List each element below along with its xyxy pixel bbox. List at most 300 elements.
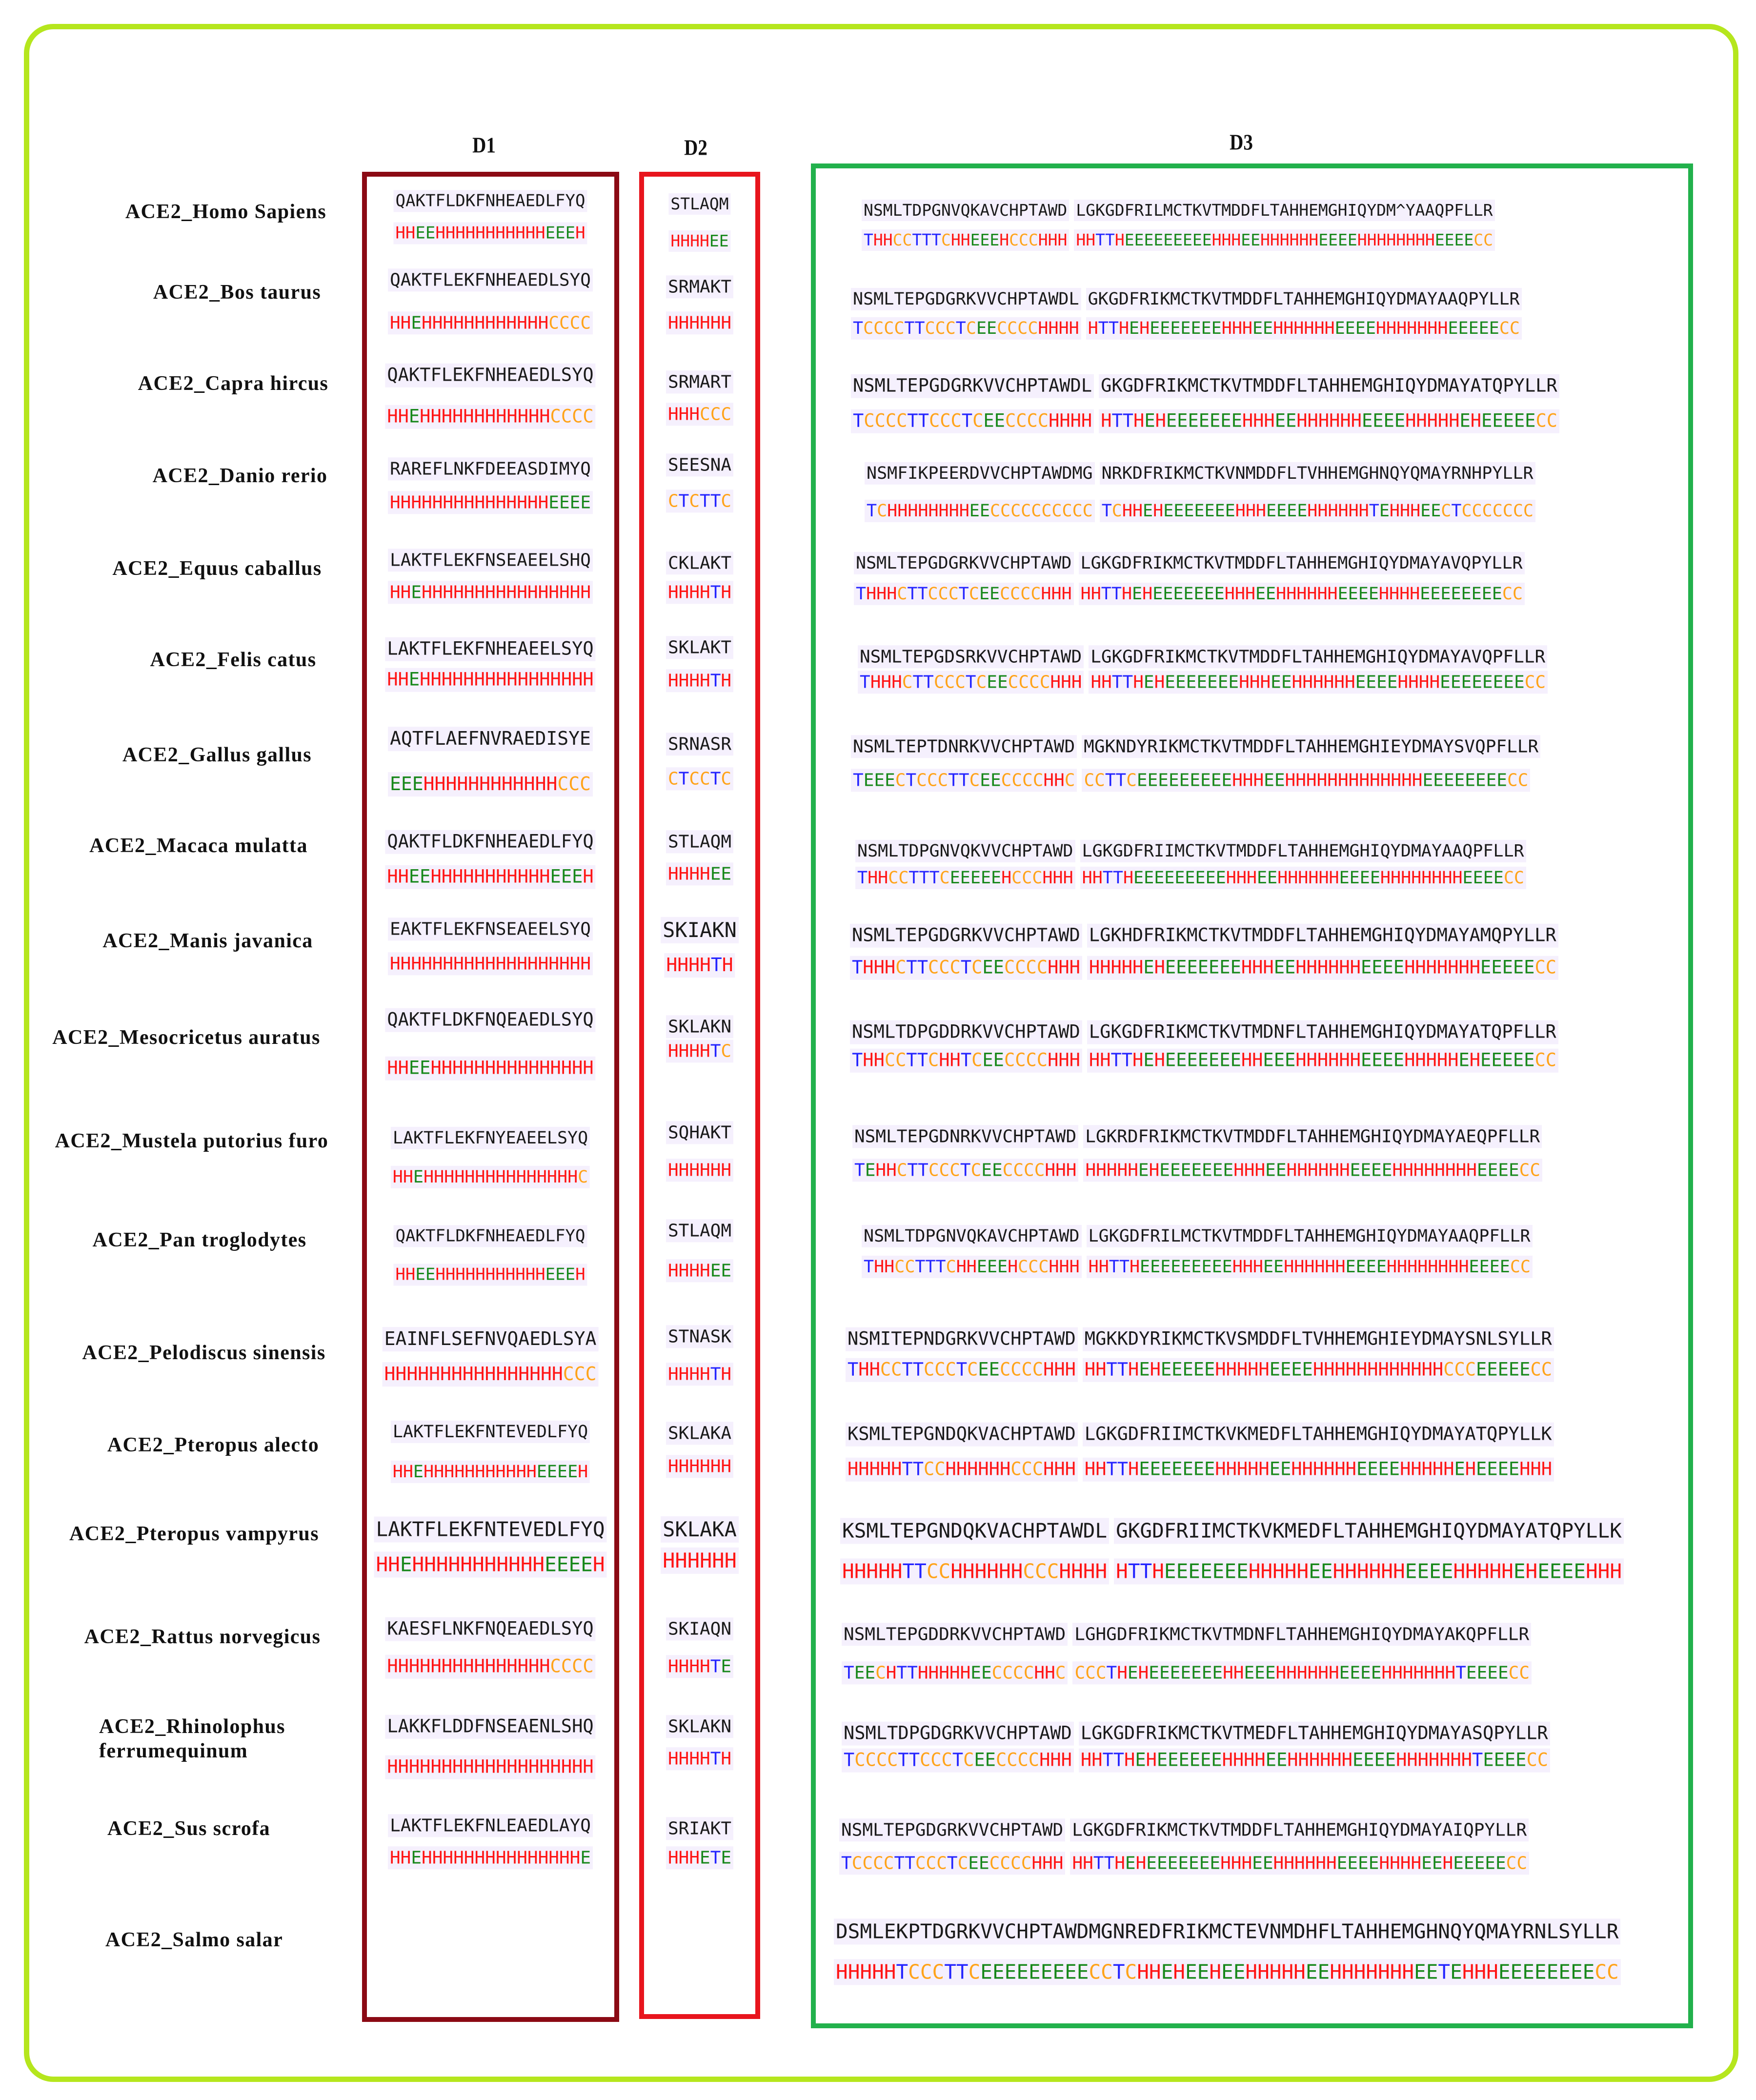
ss-residue: E [1336, 1853, 1348, 1874]
ss-residue: H [1312, 1458, 1324, 1480]
d3-sequence-part: DSMLEKPTDGRKVVCHPTAWDMGNREDFRIKMCTEVNMDHFLTAHHEMGHNQYQMAYRNLSYLLR [834, 1918, 1620, 1944]
ss-residue: H [495, 582, 506, 603]
d1-secondary-structure [388, 311, 593, 334]
ss-residue: H [474, 866, 485, 887]
ss-residue: E [415, 1264, 425, 1284]
ss-residue: H [1307, 1160, 1318, 1181]
ss-residue: H [1462, 1960, 1474, 1984]
ss-residue: C [1514, 868, 1524, 888]
d1-sequence: RAREFLNKFDEEASDIMYQ [388, 457, 593, 480]
ss-residue: H [999, 1458, 1011, 1480]
ss-residue: H [1443, 1458, 1454, 1480]
ss-residue: C [875, 1663, 886, 1683]
ss-residue: H [1059, 410, 1070, 431]
ss-residue: E [1372, 1049, 1383, 1071]
ss-residue: H [1525, 1559, 1538, 1583]
ss-residue: E [1360, 957, 1372, 978]
ss-residue: H [517, 866, 528, 887]
ss-residue: H [1393, 1559, 1405, 1583]
d3-ss-part [1072, 1661, 1532, 1684]
ss-residue: E [1508, 1160, 1519, 1181]
ss-residue: E [1349, 868, 1360, 888]
ss-residue: H [1396, 318, 1407, 338]
d3-ss-part [1082, 769, 1530, 792]
ss-residue: C [865, 1749, 876, 1771]
ss-residue: E [1193, 1359, 1204, 1380]
ss-residue: E [1134, 230, 1144, 250]
ss-residue: C [933, 672, 945, 693]
ss-residue: H [1248, 1359, 1259, 1380]
ss-residue: E [1225, 501, 1235, 521]
d2-secondary-structure [666, 669, 733, 692]
species-label: ACE2_Danio rerio [152, 465, 328, 487]
ss-residue: E [1483, 1749, 1494, 1771]
ss-residue: E [1448, 318, 1458, 338]
ss-residue: C [928, 584, 938, 604]
ss-residue: H [1356, 1359, 1368, 1380]
ss-residue: H [1071, 672, 1082, 693]
ss-residue: E [1200, 1559, 1212, 1583]
ss-residue: H [1448, 957, 1459, 978]
ss-residue: C [1036, 957, 1048, 978]
ss-residue: H [400, 492, 411, 513]
ss-residue: E [1255, 584, 1266, 604]
ss-residue: E [550, 866, 561, 887]
ss-residue: H [667, 1749, 679, 1769]
ss-residue: C [1126, 770, 1137, 791]
ss-residue: H [1258, 1458, 1270, 1480]
ss-residue: E [1373, 410, 1384, 431]
ss-residue: H [485, 1462, 496, 1482]
ss-residue: E [1193, 584, 1204, 604]
ss-residue: E [1360, 1160, 1371, 1181]
ss-residue: E [1513, 957, 1524, 978]
ss-residue: E [1180, 318, 1191, 338]
ss-residue: C [1032, 1458, 1044, 1480]
ss-residue: H [978, 1458, 989, 1480]
ss-residue: C [1520, 1257, 1531, 1277]
ss-residue: H [1305, 1853, 1316, 1874]
ss-residue: H [506, 1756, 518, 1777]
ss-residue: H [874, 1257, 885, 1277]
ss-residue: H [667, 1656, 679, 1677]
ss-residue: E [709, 231, 719, 251]
ss-residue: H [1096, 1160, 1107, 1181]
ss-residue: H [474, 492, 485, 513]
ss-residue: C [969, 770, 980, 791]
d1-sequence: KAESFLNKFNQEAEDLSYQ [385, 1617, 595, 1641]
ss-residue: C [1084, 770, 1095, 791]
ss-residue: H [538, 954, 549, 974]
ss-residue: C [1509, 318, 1520, 338]
ss-residue: C [568, 773, 580, 795]
ss-residue: E [1144, 230, 1154, 250]
d2-sequence: SKLAKA [661, 1516, 739, 1543]
ss-residue: E [1510, 1960, 1523, 1984]
ss-residue: E [389, 773, 401, 795]
ss-residue: H [592, 1552, 605, 1576]
ss-residue: E [1420, 584, 1431, 604]
d3-sequence-part: NRKDFRIKMCTKVNMDDFLTVHHEMGHNQYQMAYRNHPYLLR [1100, 462, 1535, 485]
ss-residue: T [1140, 1559, 1152, 1583]
ss-residue: H [475, 1264, 485, 1284]
ss-residue: C [902, 230, 912, 250]
ss-residue: E [1458, 1049, 1470, 1071]
ss-residue: H [495, 1462, 506, 1482]
ss-residue: E [1368, 1853, 1379, 1874]
ss-residue: H [1299, 230, 1309, 250]
d3-sequence-part: NSMLTEPGDGRKVVCHPTAWDL [851, 374, 1094, 398]
ss-residue: E [1489, 318, 1499, 338]
ss-residue: E [1525, 410, 1536, 431]
ss-residue: E [555, 1264, 565, 1284]
ss-residue: H [452, 866, 464, 887]
ss-residue: H [1489, 1559, 1502, 1583]
ss-residue: H [422, 582, 432, 603]
ss-residue: H [1128, 1458, 1139, 1480]
ss-residue: H [384, 1363, 396, 1385]
ss-residue: E [1179, 770, 1190, 791]
ss-residue: H [1437, 410, 1449, 431]
ss-residue: T [947, 1853, 958, 1874]
ss-residue: E [992, 1960, 1005, 1984]
ss-residue: E [1274, 770, 1285, 791]
ss-residue: H [1211, 230, 1222, 250]
ss-residue: C [1502, 584, 1513, 604]
ss-residue: H [966, 1257, 977, 1277]
ss-residue: H [395, 1264, 405, 1284]
ss-residue: H [1348, 501, 1359, 521]
ss-residue: C [884, 1049, 896, 1071]
d2-secondary-structure [666, 862, 733, 885]
d3-ss-part [1083, 1358, 1554, 1382]
ss-residue: H [1253, 410, 1264, 431]
ss-residue: H [485, 1264, 496, 1284]
ss-residue: E [1168, 1749, 1179, 1771]
ss-residue: C [1021, 1853, 1032, 1874]
ss-residue: E [1382, 1049, 1393, 1071]
ss-residue: H [1233, 1663, 1244, 1683]
ss-residue: H [1318, 1160, 1329, 1181]
ss-residue: H [535, 1264, 545, 1284]
ss-residue: H [1344, 672, 1355, 693]
ss-residue: H [485, 223, 496, 243]
ss-residue: H [559, 954, 570, 974]
ss-residue: E [1211, 318, 1222, 338]
ss-residue: E [1426, 1960, 1438, 1984]
ss-residue: H [1289, 230, 1299, 250]
ss-residue: H [423, 773, 435, 795]
ss-residue: C [1026, 1049, 1037, 1071]
ss-residue: E [1421, 1853, 1432, 1874]
ss-residue: H [1340, 410, 1351, 431]
ss-residue: H [434, 773, 446, 795]
ss-residue: H [432, 582, 443, 603]
ss-residue: E [1209, 957, 1220, 978]
ss-residue: E [1266, 501, 1277, 521]
ss-residue: H [1369, 1559, 1381, 1583]
ss-residue: T [841, 1853, 852, 1874]
ss-residue: T [710, 1041, 721, 1061]
d3-secondary-structure [852, 1159, 1547, 1182]
ss-residue: H [434, 1167, 444, 1187]
d2-secondary-structure [661, 1548, 739, 1574]
ss-residue: H [1295, 1049, 1307, 1071]
ss-residue: T [1093, 1853, 1104, 1874]
ss-residue: H [517, 1756, 528, 1777]
d2-sequence: SRMART [666, 370, 733, 393]
ss-residue: E [1197, 1049, 1209, 1071]
ss-residue: E [982, 1049, 993, 1071]
ss-residue: H [464, 1462, 475, 1482]
ss-residue: H [1235, 501, 1246, 521]
ss-residue: H [858, 1458, 869, 1480]
d3-sequence [851, 288, 1527, 310]
ss-residue: C [1007, 318, 1018, 338]
ss-residue: H [517, 1655, 528, 1677]
ss-residue: H [1486, 1960, 1498, 1984]
ss-residue: E [1372, 957, 1383, 978]
ss-residue: H [883, 230, 893, 250]
d1-secondary-structure [393, 1264, 587, 1285]
ss-residue: C [1007, 1749, 1018, 1771]
ss-residue: T [1112, 1960, 1125, 1984]
ss-residue: H [689, 1656, 700, 1677]
ss-residue: E [719, 231, 729, 251]
ss-residue: H [663, 1548, 675, 1572]
ss-residue: H [463, 669, 474, 690]
ss-residue: H [1345, 1458, 1356, 1480]
ss-residue: C [1465, 1359, 1476, 1380]
ss-residue: C [563, 1363, 574, 1385]
ss-residue: H [689, 671, 700, 691]
ss-residue: H [444, 1167, 455, 1187]
ss-residue: C [1001, 770, 1012, 791]
ss-residue: H [1086, 230, 1096, 250]
ss-residue: H [550, 669, 561, 690]
ss-residue: H [506, 1057, 518, 1079]
ss-residue: T [1438, 1960, 1451, 1984]
ss-residue: T [1117, 1458, 1129, 1480]
d3-sequence-part: LGKHDFRIKMCTKVTMDDFLTAHHEMGHIQYDMAYAMQPYLLR [1087, 924, 1558, 948]
ss-residue: C [883, 1853, 894, 1874]
ss-residue: E [1165, 1049, 1176, 1071]
ss-residue: H [432, 1848, 443, 1868]
ss-residue: E [1481, 584, 1492, 604]
ss-residue: H [667, 313, 679, 333]
ss-residue: H [387, 669, 398, 690]
d3-sequence [862, 1225, 1537, 1247]
ss-residue: H [398, 1655, 409, 1677]
ss-residue: H [583, 1057, 594, 1079]
ss-residue: H [1048, 1049, 1059, 1071]
ss-residue: C [972, 410, 984, 431]
ss-residue: E [413, 1167, 424, 1187]
ss-residue: H [501, 773, 513, 795]
ss-residue: H [484, 1756, 496, 1777]
ss-residue: H [1345, 1559, 1357, 1583]
ss-residue: H [572, 1756, 583, 1777]
d3-ss-part [1074, 229, 1495, 251]
ss-residue: C [999, 1359, 1011, 1380]
ss-residue: C [877, 501, 888, 521]
d3-ss-part [1099, 409, 1559, 433]
ss-residue: E [1195, 868, 1206, 888]
ss-residue: E [1291, 1359, 1302, 1380]
ss-residue: H [1334, 672, 1345, 693]
ss-residue: T [1106, 1359, 1117, 1380]
ss-residue: H [1416, 410, 1427, 431]
ss-residue: H [1220, 1853, 1231, 1874]
d3-ss-part [862, 1256, 1082, 1278]
ss-residue: T [955, 318, 966, 338]
ss-residue: H [887, 584, 897, 604]
ss-residue: H [451, 1363, 463, 1385]
ss-residue: E [1265, 1749, 1276, 1771]
ss-residue: C [572, 1655, 583, 1677]
ss-residue: H [1379, 1853, 1390, 1874]
ss-residue: T [1113, 1749, 1125, 1771]
d1-sequence: LAKTFLEKFNTEVEDLFYQ [374, 1516, 607, 1542]
ss-residue: T [915, 1257, 926, 1277]
ss-residue: C [1022, 868, 1032, 888]
ss-residue: T [1111, 410, 1123, 431]
ss-residue: E [1302, 1359, 1313, 1380]
ss-residue: C [1000, 584, 1010, 604]
ss-residue: H [1306, 1049, 1317, 1071]
ss-residue: H [870, 672, 881, 693]
ss-residue: H [463, 1655, 474, 1677]
ss-residue: E [569, 492, 581, 513]
ss-residue: H [928, 501, 939, 521]
ss-residue: E [1347, 1853, 1358, 1874]
d3-sequence-part: NSMLTEPGDGRKVVCHPTAWD [850, 924, 1082, 948]
ss-residue: T [854, 1160, 865, 1181]
ss-residue: H [700, 1041, 710, 1061]
d3-ss-part [862, 229, 1069, 251]
ss-residue: E [1188, 410, 1199, 431]
ss-residue: H [517, 954, 527, 974]
ss-residue: H [1412, 770, 1423, 791]
species-label: ACE2_Manis javanica [102, 930, 313, 952]
ss-residue: E [991, 868, 1002, 888]
ss-residue: H [526, 1462, 537, 1482]
ss-residue: H [710, 1160, 721, 1181]
ss-residue: C [925, 318, 935, 338]
ss-residue: T [917, 1049, 928, 1071]
ss-residue: E [1309, 1559, 1321, 1583]
d1-header: D1 [472, 132, 496, 158]
ss-residue: E [1236, 1559, 1249, 1583]
ss-residue: E [1211, 1257, 1222, 1277]
ss-residue: E [1503, 410, 1514, 431]
d1-sequence: QAKTFLDKFNHEAEDLFYQ [385, 830, 595, 854]
ss-residue: E [1422, 770, 1433, 791]
ss-residue: H [1501, 1559, 1514, 1583]
ss-residue: H [1061, 672, 1071, 693]
ss-residue: H [1232, 1257, 1243, 1277]
ss-residue: E [980, 868, 991, 888]
ss-residue: H [1135, 1853, 1147, 1874]
ss-residue: T [960, 957, 972, 978]
ss-residue: H [1258, 1359, 1270, 1380]
ss-residue: H [1434, 1663, 1445, 1683]
ss-residue: T [853, 410, 864, 431]
ss-residue: H [474, 954, 485, 974]
ss-residue: H [1327, 584, 1338, 604]
ss-residue: E [1514, 410, 1525, 431]
ss-residue: H [550, 1057, 561, 1079]
ss-residue: E [1432, 1853, 1443, 1874]
ss-residue: C [891, 1359, 902, 1380]
d3-sequence-part: LGKGDFRIKMCTKVTMDDFLTAHHEMGHIQYDMAYAVQPYLLR [1079, 552, 1525, 574]
ss-residue: C [971, 957, 983, 978]
ss-residue: E [865, 1160, 876, 1181]
ss-residue: H [1442, 1853, 1453, 1874]
ss-residue: C [1028, 1257, 1039, 1277]
ss-residue: H [1089, 957, 1100, 978]
ss-residue: C [580, 313, 591, 333]
ss-residue: E [1472, 672, 1482, 693]
ss-residue: H [1101, 410, 1112, 431]
ss-residue: H [1381, 1559, 1393, 1583]
ss-residue: T [678, 491, 689, 511]
d3-secondary-structure [850, 1049, 1563, 1073]
ss-residue: C [915, 1853, 926, 1874]
ss-residue: H [1400, 1359, 1411, 1380]
ss-residue: T [917, 957, 928, 978]
ss-residue: E [1486, 770, 1497, 791]
d3-sequence-part: LGKGDFRIIMCTKVKMEDFLTAHHEMGHIQYDMAYATQPYLLK [1083, 1423, 1554, 1447]
d2-secondary-structure [664, 953, 735, 978]
ss-residue: E [1158, 770, 1169, 791]
ss-residue: H [1270, 230, 1280, 250]
ss-residue: H [452, 1057, 464, 1079]
d3-secondary-structure [850, 956, 1563, 980]
ss-residue: H [1284, 1559, 1297, 1583]
ss-residue: H [700, 954, 711, 976]
ss-residue: C [1507, 770, 1518, 791]
ss-residue: C [1530, 1359, 1541, 1380]
ss-residue: H [1306, 957, 1317, 978]
ss-residue: H [875, 1160, 887, 1181]
ss-residue: E [1150, 318, 1160, 338]
ss-residue: C [1461, 501, 1472, 521]
ss-residue: T [956, 1359, 968, 1380]
d3-ss-part [840, 1558, 1109, 1584]
ss-residue: E [1143, 501, 1153, 521]
ss-residue: H [1034, 1663, 1045, 1683]
ss-residue: C [873, 318, 884, 338]
ss-residue: H [1407, 1749, 1418, 1771]
ss-residue: H [392, 1167, 403, 1187]
ss-residue: C [885, 410, 897, 431]
ss-residue: E [1371, 1160, 1382, 1181]
ss-residue: T [1101, 501, 1112, 521]
ss-residue: H [422, 313, 432, 333]
ss-residue: H [1117, 1160, 1128, 1181]
ss-residue: C [1011, 770, 1022, 791]
ss-residue: C [939, 957, 950, 978]
ss-residue: C [721, 1041, 732, 1061]
ss-residue: C [1492, 501, 1503, 521]
ss-residue: H [667, 1160, 679, 1181]
ss-residue: E [425, 223, 436, 243]
ss-residue: E [1265, 1663, 1276, 1683]
ss-residue: H [1436, 1049, 1448, 1071]
ss-residue: H [1038, 230, 1048, 250]
ss-residue: H [462, 1363, 474, 1385]
